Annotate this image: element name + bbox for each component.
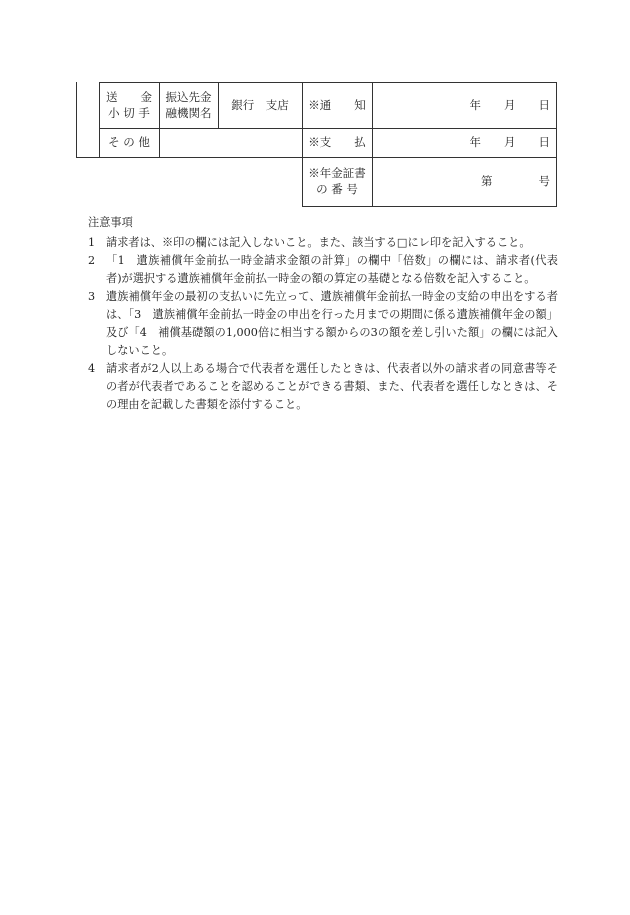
note-item	[88, 252, 558, 288]
notes-title: 注意事項	[88, 216, 133, 229]
certificate-number-label	[302, 158, 372, 206]
bank-label-bottom: 融機関名	[165, 105, 212, 120]
bank-branch-field	[218, 83, 302, 128]
note-text: 遺族補償年金の最初の支払いに先立って、遺族補償年金前払一時金の支給の申出をする者は、「3 遺族補償年金前払一時金の申出を行った月までの期間に係る遺族補償年金の額」及び「4 補償基礎額の1,000倍に相当する額からの3の額を差し引いた額」の欄には記入しないこと。	[106, 290, 558, 357]
payment-date-field	[372, 129, 550, 157]
notice-label-text: ※通 知	[308, 97, 366, 112]
remittance-label-top: 送 金	[106, 89, 152, 104]
other-label-text: そ の 他	[108, 135, 150, 150]
notes-section	[88, 214, 558, 414]
note-text: 「1 遺族補償年金前払一時金請求金額の計算」の欄中「倍数」の欄には、請求者(代表者)が選択する遺族補償年金前払一時金の額の算定の基礎となる倍数を記入すること。	[106, 254, 558, 285]
other-label	[99, 129, 159, 157]
table-line	[556, 82, 557, 207]
certificate-number-field	[372, 158, 550, 206]
note-item	[88, 234, 558, 252]
note-text: 請求者は、※印の欄には記入しないこと。また、該当する□にレ印を記入すること。	[106, 236, 531, 249]
cert-value-text: 第 号	[481, 174, 550, 189]
remittance-label-bottom: 小 切 手	[108, 105, 150, 120]
table-line	[302, 206, 557, 207]
notice-date-field	[372, 83, 550, 128]
payment-date-text: 年 月 日	[469, 135, 550, 150]
bank-label-top: 振込先金	[165, 89, 212, 104]
note-text: 請求者が2人以上ある場合で代表者を選任したときは、代表者以外の請求者の同意書等その者が代表者であることを認めることができる書類、また、代表者を選任しなときは、その理由を記載した書類を添付すること。	[106, 362, 558, 411]
notice-label	[302, 83, 372, 128]
payment-label	[302, 129, 372, 157]
note-number: 4	[88, 362, 96, 375]
cert-label-top: ※年金証書	[308, 166, 366, 181]
note-number: 1	[88, 236, 96, 249]
bank-branch-text: 銀行 支店	[231, 97, 289, 112]
note-number: 3	[88, 290, 96, 303]
note-item	[88, 288, 558, 360]
note-number: 2	[88, 254, 96, 267]
payment-label-text: ※支 払	[308, 135, 366, 150]
cert-label-bottom: の 番 号	[316, 182, 358, 196]
bank-name-label	[159, 83, 218, 128]
notice-date-text: 年 月 日	[469, 97, 550, 112]
table-line	[76, 82, 77, 158]
remittance-method-label	[99, 83, 159, 128]
note-item	[88, 360, 558, 414]
